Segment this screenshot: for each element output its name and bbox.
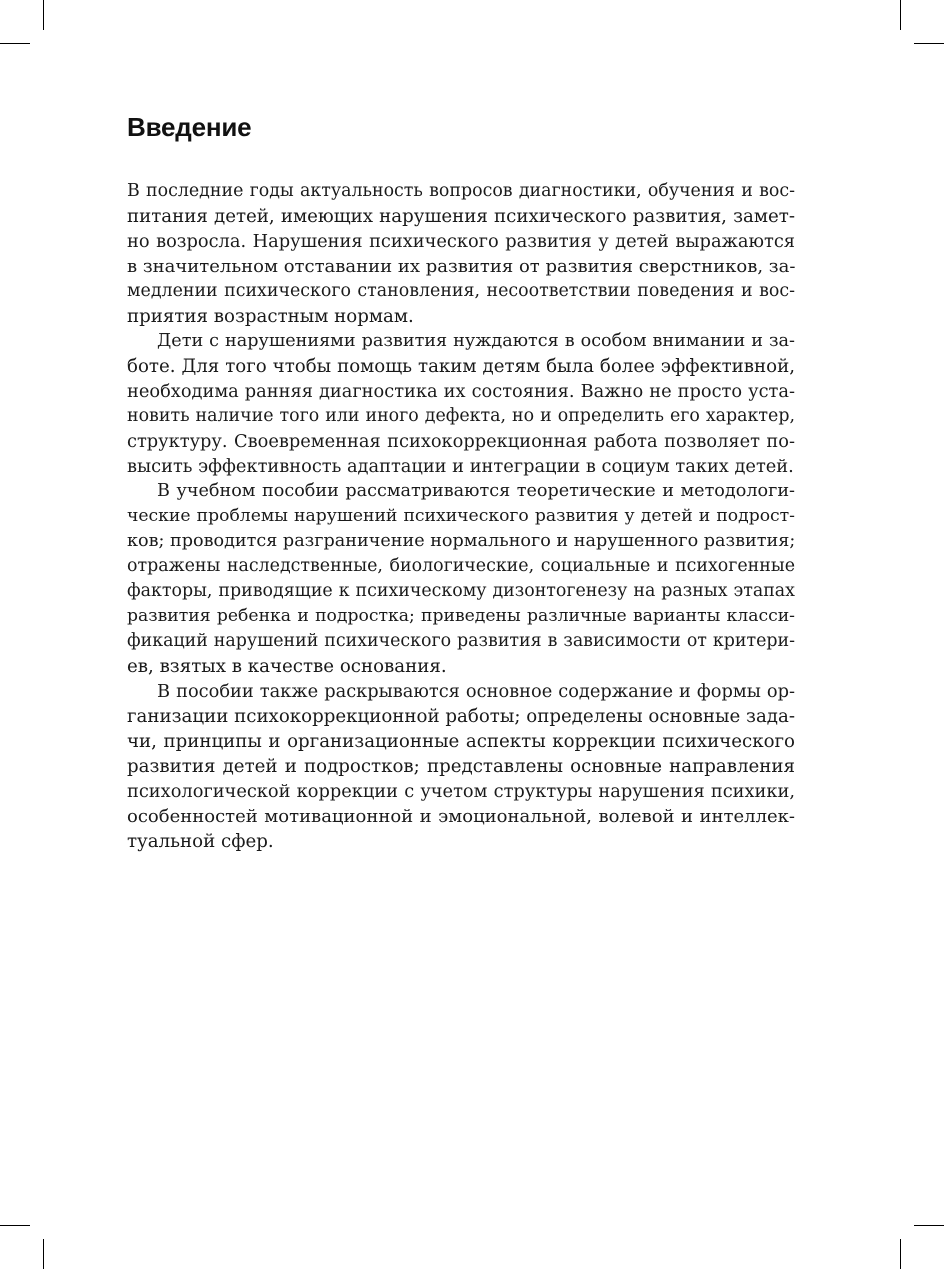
paragraph-4 [127,679,795,854]
crop-mark-top-right-horizontal [914,43,944,44]
text-line: особенностей мотивационной и эмоциональной, волевой и интеллек- [127,806,795,827]
text-line: новить наличие того или иного дефекта, но и определить его характер, [127,406,795,426]
paragraph-3 [127,479,795,679]
crop-mark-bottom-right-vertical [900,1239,901,1269]
crop-mark-top-right-vertical [900,0,901,30]
text-line: чи, принципы и организационные аспекты коррекции психического [127,731,795,752]
text-line: фикаций нарушений психического развития в зависимости от критери- [127,631,795,651]
crop-mark-bottom-left-horizontal [0,1225,30,1226]
text-line: но возросла. Нарушения психического развития у детей выражаются [127,231,795,252]
text-line: В пособии также раскрываются основное содержание и формы ор- [157,681,795,702]
page-content [127,112,795,854]
text-line: ев, взятых в качестве основания. [127,656,447,677]
text-line: необходима ранняя диагностика их состояния. Важно не просто уста- [127,381,795,402]
text-line: отражены наследственные, биологические, социальные и психогенные [127,556,795,576]
text-line: медлении психического становления, несоответствии поведения и вос- [127,281,795,301]
crop-mark-top-left-horizontal [0,43,30,44]
text-line: В последние годы актуальность вопросов диагностики, обучения и вос- [127,181,795,201]
text-line: развития детей и подростков; представлены основные направления [127,756,795,777]
text-line: питания детей, имеющих нарушения психического развития, замет- [127,206,795,227]
text-line: боте. Для того чтобы помощь таким детям была более эффективной, [127,356,795,377]
crop-mark-bottom-left-vertical [43,1239,44,1269]
text-line: Дети с нарушениями развития нуждаются в особом внимании и за- [157,331,795,351]
text-line: ков; проводится разграничение нормального и нарушенного развития; [127,531,796,551]
text-line: структуру. Своевременная психокоррекционная работа позволяет по- [127,431,795,452]
text-line: в значительном отставании их развития от развития сверстников, за- [127,256,796,277]
text-line: развития ребенка и подростка; приведены различные варианты класси- [127,606,795,626]
crop-mark-bottom-right-horizontal [914,1225,944,1226]
text-line: факторы, приводящие к психическому дизонтогенезу на разных этапах [127,581,795,601]
text-line: туальной сфер. [127,831,274,852]
text-line: ганизации психокоррекционной работы; определены основные зада- [127,706,795,727]
crop-mark-top-left-vertical [43,0,44,30]
text-line: психологической коррекции с учетом структуры нарушения психики, [127,781,795,802]
paragraph-1 [127,179,795,329]
text-line: высить эффективность адаптации и интеграции в социум таких детей. [127,456,794,477]
page-title: Введение [127,112,252,142]
text-line: ческие проблемы нарушений психического развития у детей и подрост- [127,506,795,526]
text-line: В учебном пособии рассматриваются теоретические и методологи- [157,481,795,501]
text-line: приятия возрастным нормам. [127,306,414,327]
paragraph-2 [127,329,795,479]
